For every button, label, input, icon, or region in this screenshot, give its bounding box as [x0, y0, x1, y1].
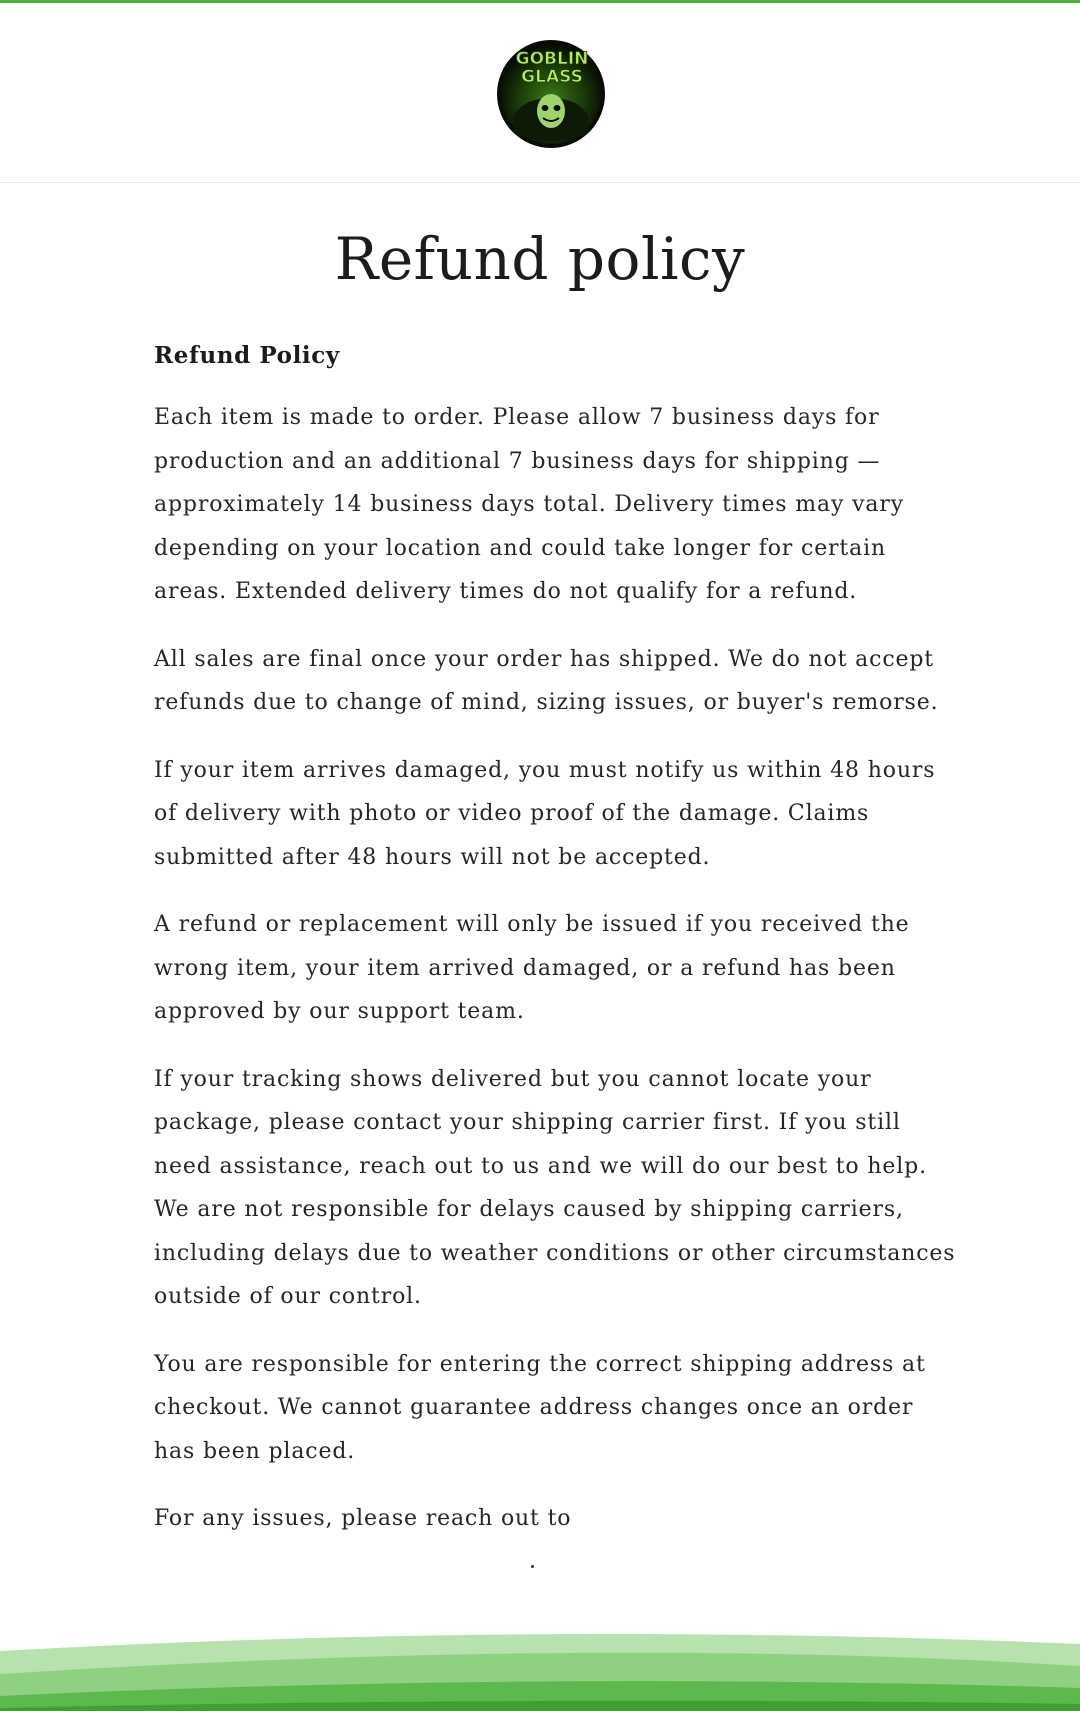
- policy-paragraph-refund-conditions: A refund or replacement will only be issued if you received the wrong item, your item arrived damaged, or a refund has been approved by our support team.: [154, 912, 910, 1024]
- section-heading: Refund Policy: [154, 342, 340, 369]
- site-header: [0, 3, 1080, 183]
- logo-icon: [496, 37, 606, 151]
- policy-paragraph-address: You are responsible for entering the correct shipping address at checkout. We cannot guarantee address changes once an order has been placed.: [154, 1351, 926, 1464]
- policy-paragraph-final-sales: All sales are final once your order has shipped. We do not accept refunds due to change of mind, sizing issues, or buyer's remorse.: [154, 646, 939, 715]
- footer-wave-decoration: [0, 1626, 1080, 1711]
- policy-paragraph-production: Each item is made to order. Please allow 7 business days for production and an additional 7 business days for shipping — approximately 14 business days total. Delivery times may vary depending on your location and could take longer for certain areas. Extended delivery times do not qualify for a refund.: [154, 405, 904, 604]
- policy-paragraph-contact: For any issues, please reach out to: [154, 1506, 572, 1531]
- trailing-period: [531, 1565, 534, 1568]
- policy-paragraph-damaged: If your item arrives damaged, you must notify us within 48 hours of delivery with photo or video proof of the damage. Claims submitted after 48 hours will not be accepted.: [154, 757, 936, 870]
- goblin-glass-logo[interactable]: [496, 37, 606, 151]
- page-title: Refund policy: [334, 225, 746, 293]
- policy-paragraph-tracking: If your tracking shows delivered but you cannot locate your package, please contact your shipping carrier first. If you still need assistance, reach out to us and we will do our best to help. We are not responsible for delays caused by shipping carriers, including delays due to weather conditions or other circumstances outside of our control.: [154, 1066, 956, 1309]
- svg-text:GLASS: GLASS: [521, 67, 583, 87]
- policy-content: [154, 336, 960, 1565]
- svg-text:GOBLIN: GOBLIN: [515, 49, 589, 69]
